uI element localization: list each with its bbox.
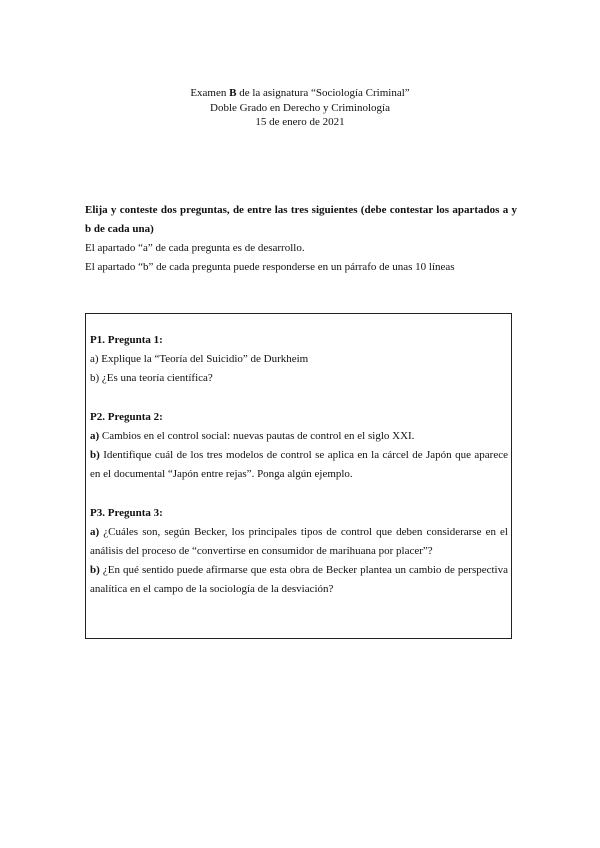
instructions (85, 201, 517, 277)
header-line-1-prefix: Examen (190, 87, 230, 99)
question-1-title: P1. Pregunta 1: (90, 334, 163, 346)
question-2-part-a (90, 427, 508, 446)
questions-box (85, 313, 512, 639)
header-degree: Doble Grado en Derecho y Criminología (210, 101, 390, 114)
question-2-b-text: Identifique cuál de los tres modelos de control se aplica en la cárcel de Japón que aparece en el documental “Japón entre rejas”. Ponga algún ejemplo. (90, 449, 508, 480)
question-3-part-b (90, 561, 508, 599)
instructions-note-a: El apartado “a” de cada pregunta es de desarrollo. (85, 242, 305, 254)
question-1-b-label: b) (90, 372, 100, 384)
header-line-1 (0, 86, 600, 101)
instructions-note-b: El apartado “b” de cada pregunta puede responderse en un párrafo de unas 10 líneas (85, 261, 455, 273)
question-1-part-a (90, 350, 508, 369)
header-line-1-suffix: de la asignatura “Sociología Criminal” (236, 87, 410, 99)
question-2-b-label: b) (90, 449, 100, 461)
question-2 (90, 408, 508, 484)
question-1-b-text: ¿Es una teoría científica? (99, 372, 213, 384)
exam-variant: B (229, 87, 237, 99)
question-2-a-label: a) (90, 430, 100, 442)
question-3 (90, 504, 508, 599)
question-3-a-label: a) (90, 526, 100, 538)
question-1-a-label: a) (90, 353, 99, 365)
question-1-a-text: Explique la “Teoría del Suicidio” de Durkheim (98, 353, 309, 365)
instructions-main: Elija y conteste dos preguntas, de entre las tres siguientes (debe contestar los apartados a y b de cada una) (85, 204, 517, 235)
question-2-part-b (90, 446, 508, 484)
exam-header (0, 86, 600, 130)
question-1-part-b (90, 369, 508, 388)
question-1 (90, 331, 508, 388)
question-2-a-text: Cambios en el control social: nuevas pautas de control en el siglo XXI. (99, 430, 415, 442)
question-2-title: P2. Pregunta 2: (90, 411, 163, 423)
question-3-b-text: ¿En qué sentido puede afirmarse que esta obra de Becker plantea un cambio de perspectiva analítica en el campo de la sociología de la desviación? (90, 564, 508, 595)
header-date: 15 de enero de 2021 (255, 116, 345, 128)
question-3-part-a (90, 523, 508, 561)
question-3-title: P3. Pregunta 3: (90, 507, 163, 519)
question-3-b-label: b) (90, 564, 100, 576)
question-3-a-text: ¿Cuáles son, según Becker, los principales tipos de control que deben considerarse en el análisis del proceso de “convertirse en consumidor de marihuana por placer”? (90, 526, 508, 557)
